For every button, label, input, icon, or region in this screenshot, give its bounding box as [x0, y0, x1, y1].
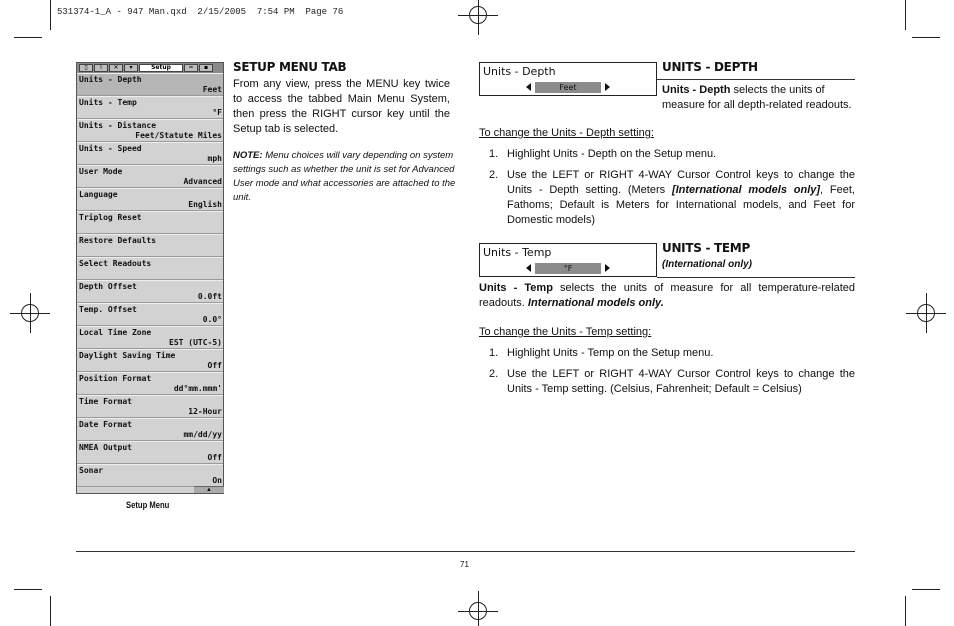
left-arrow-icon	[526, 83, 531, 91]
registration-mark	[469, 602, 487, 620]
registration-mark	[21, 304, 39, 322]
menu-row-value: English	[188, 200, 222, 209]
file-slug: 531374-1_A - 947 Man.qxd 2/15/2005 7:54 PM Page 76	[57, 7, 344, 17]
intro-text: selects the units of measure for all temperature-related readouts.	[479, 282, 856, 309]
section-title: SETUP MENU TAB	[233, 60, 347, 74]
heading-rule	[657, 277, 855, 278]
menu-row	[77, 142, 223, 165]
menu-row-label: Restore Defaults	[79, 236, 157, 245]
footer-rule	[76, 551, 855, 552]
menu-row	[77, 257, 223, 280]
menu-row	[77, 441, 223, 464]
menu-row	[77, 418, 223, 441]
units-temp-intro	[479, 281, 855, 311]
menu-row-label: User Mode	[79, 167, 123, 176]
setting-box-title: Units - Temp	[483, 246, 552, 259]
scroll-down-icon: ▲	[194, 486, 224, 493]
intro-text: selects the units of measure for all depth-related readouts.	[662, 84, 852, 111]
setting-box-title: Units - Depth	[483, 65, 556, 78]
menu-row-label: Units - Distance	[79, 121, 157, 130]
units-depth-steps	[479, 126, 855, 228]
setting-selector	[526, 82, 610, 93]
crop-mark	[50, 596, 51, 626]
menu-row-value: Off	[207, 453, 222, 462]
steps-heading: To change the Units - Depth setting:	[479, 127, 654, 139]
menu-row-value: Advanced	[183, 177, 222, 186]
menu-row	[77, 165, 223, 188]
menu-row-label: Units - Speed	[79, 144, 142, 153]
right-arrow-icon	[605, 264, 610, 272]
menu-row-label: Depth Offset	[79, 282, 137, 291]
tab-views-icon: ▪	[199, 64, 213, 72]
menu-row	[77, 211, 223, 234]
tab-accessories-icon: ≈	[184, 64, 198, 72]
menu-row-label: NMEA Output	[79, 443, 132, 452]
menu-row-value: mm/dd/yy	[183, 430, 222, 439]
crop-mark	[905, 596, 906, 626]
menu-row	[77, 326, 223, 349]
menu-row-value: EST (UTC-5)	[169, 338, 222, 347]
step-number: 2.	[489, 169, 499, 181]
step-number: 1.	[489, 347, 499, 359]
tab-chart-icon: ▾	[124, 64, 138, 72]
menu-row-label: Units - Temp	[79, 98, 137, 107]
right-arrow-icon	[605, 83, 610, 91]
left-arrow-icon	[526, 264, 531, 272]
menu-row-label: Position Format	[79, 374, 152, 383]
registration-mark	[469, 6, 487, 24]
intro-term: Units - Depth	[662, 84, 731, 96]
step-2	[479, 367, 855, 397]
menu-row	[77, 303, 223, 326]
step-text: Highlight Units - Depth on the Setup menu.	[507, 148, 717, 160]
menu-row-value: Off	[207, 361, 222, 370]
registration-mark	[917, 304, 935, 322]
menu-row	[77, 395, 223, 418]
menu-row	[77, 73, 223, 96]
menu-row	[77, 96, 223, 119]
tab-alarms-icon: ▯	[79, 64, 93, 72]
menu-row-label: Triplog Reset	[79, 213, 142, 222]
units-depth-section	[662, 60, 855, 75]
units-depth-intro	[662, 83, 855, 113]
section-title: UNITS - DEPTH	[662, 60, 758, 74]
menu-row-label: Local Time Zone	[79, 328, 152, 337]
units-temp-steps	[479, 325, 855, 397]
menu-row-value: 0.0°	[202, 315, 222, 324]
figure-caption: Setup Menu	[126, 500, 170, 510]
menu-row-value: °F	[212, 108, 222, 117]
units-depth-setting-box	[479, 62, 657, 96]
menu-row-label: Language	[79, 190, 118, 199]
step-2	[479, 168, 855, 228]
menu-row-label: Temp. Offset	[79, 305, 137, 314]
setup-menu-list	[77, 73, 223, 487]
step-number: 1.	[489, 148, 499, 160]
step-text: Use the LEFT or RIGHT 4-WAY Cursor Control keys to change the Units - Depth setting. (Meters	[507, 169, 855, 196]
menu-row-value: Feet/Statute Miles	[135, 131, 222, 140]
step-1	[479, 147, 855, 162]
menu-row	[77, 280, 223, 303]
crop-mark	[14, 589, 42, 590]
step-1	[479, 346, 855, 361]
setting-value: Feet	[535, 82, 601, 93]
steps-heading: To change the Units - Temp setting:	[479, 326, 652, 338]
step-text: Use the LEFT or RIGHT 4-WAY Cursor Control keys to change the Units - Temp setting. (Celsius, Fahrenheit; Default = Celsius)	[507, 368, 855, 395]
section-subtitle: (International only)	[662, 259, 752, 270]
note-text: Menu choices will vary depending on system settings such as whether the unit is set for Advanced User mode and what accessories are attached to the unit.	[233, 150, 456, 203]
crop-mark	[912, 37, 940, 38]
menu-row-value: 0.0ft	[197, 292, 222, 301]
menu-row-label: Daylight Saving Time	[79, 351, 176, 360]
tab-sonar-icon: ⌇	[94, 64, 108, 72]
menu-row	[77, 349, 223, 372]
menu-row-label: Select Readouts	[79, 259, 152, 268]
tab-navigation-icon: ✕	[109, 64, 123, 72]
menu-row-label: Date Format	[79, 420, 132, 429]
menu-row-value: dd°mm.mmm'	[173, 384, 222, 393]
units-temp-setting-box	[479, 243, 657, 277]
heading-rule	[657, 79, 855, 80]
intro-term: Units - Temp	[479, 282, 553, 294]
menu-row	[77, 234, 223, 257]
menu-row-label: Units - Depth	[79, 75, 142, 84]
page-number: 71	[460, 560, 469, 569]
crop-mark	[912, 589, 940, 590]
step-number: 2.	[489, 368, 499, 380]
menu-row-value: Feet	[202, 85, 222, 94]
crop-mark	[50, 0, 51, 30]
setup-menu-screen	[76, 62, 224, 494]
crop-mark	[905, 0, 906, 30]
setup-tab-section	[233, 60, 456, 205]
intro-emphasis: International models only.	[527, 297, 664, 309]
menu-row	[77, 188, 223, 211]
note-label: NOTE:	[233, 150, 263, 161]
crop-mark	[14, 37, 42, 38]
menu-row-value: 12-Hour	[188, 407, 222, 416]
menu-row-label: Sonar	[79, 466, 104, 475]
setting-value: °F	[535, 263, 601, 274]
menu-tab-bar	[77, 63, 223, 73]
step-text: Highlight Units - Temp on the Setup menu.	[507, 347, 714, 359]
section-body: From any view, press the MENU key twice to access the tabbed Main Menu System, then press the RIGHT cursor key until the Setup tab is selected.	[233, 78, 450, 135]
note	[233, 149, 473, 205]
units-temp-section	[662, 241, 855, 272]
menu-row-value: On	[212, 476, 222, 485]
menu-row-label: Time Format	[79, 397, 132, 406]
menu-row	[77, 119, 223, 142]
menu-row	[77, 372, 223, 395]
step-emphasis: [International models only]	[671, 184, 821, 196]
setting-selector	[526, 263, 610, 274]
menu-row-value: mph	[207, 154, 222, 163]
step-text: , Feet, Fathoms; Default is Meters for International models, and Feet for Domestic models)	[507, 184, 855, 226]
menu-row	[77, 464, 223, 487]
section-title: UNITS - TEMP	[662, 241, 750, 255]
tab-setup: Setup	[139, 64, 183, 72]
